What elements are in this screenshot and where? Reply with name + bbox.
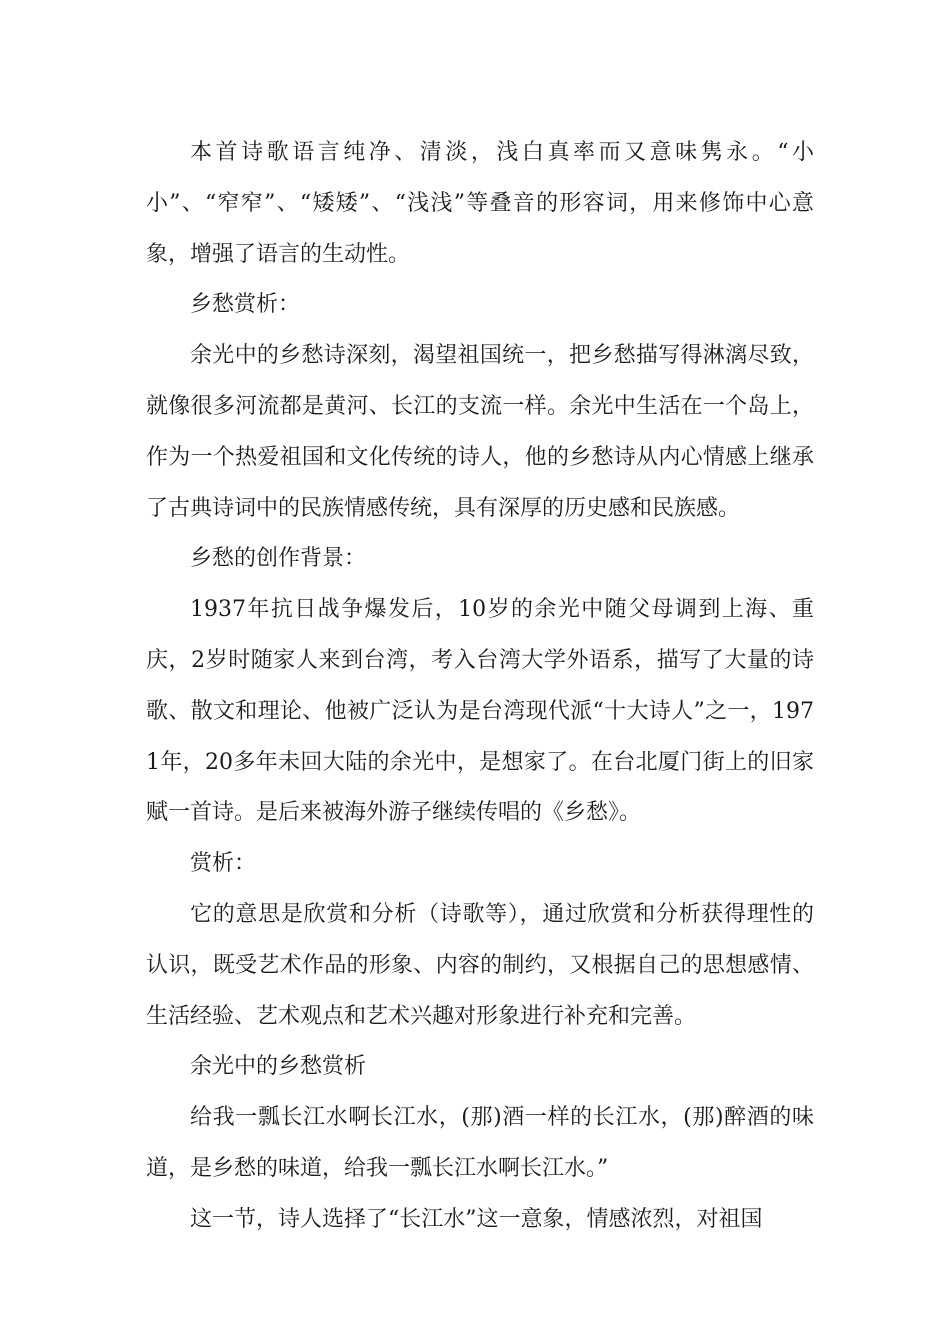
paragraph-appreciation-definition: 它的意思是欣赏和分析（诗歌等），通过欣赏和分析获得理性的认识，既受艺术作品的形象、内容的制约，又根据自己的思想感情、生活经验、艺术观点和艺术兴趣对形象进行补充和完善。 — [146, 901, 814, 1029]
heading-yu-guangzhong-nostalgia: 余光中的乡愁赏析 — [190, 1054, 367, 1080]
document-body — [146, 128, 814, 1246]
heading-appreciation: 赏析： — [190, 851, 257, 877]
heading-creation-background: 乡愁的创作背景： — [190, 546, 367, 572]
paragraph-language-style: 本首诗歌语言纯净、清淡，浅白真率而又意味隽永。“小小”、“窄窄”、“矮矮”、“浅浅”等叠音的形容词，用来修饰中心意象，增强了语言的生动性。 — [146, 140, 814, 267]
heading-nostalgia-appreciation: 乡愁赏析： — [190, 292, 301, 318]
paragraph-creation-background: 1937年抗日战争爆发后，10岁的余光中随父母调到上海、重庆，2岁时随家人来到台湾，考入台湾大学外语系，描写了大量的诗歌、散文和理论、他被广泛认为是台湾现代派“十大诗人”之一，1971年，20多年未回大陆的余光中，是想家了。在台北厦门街上的旧家赋一首诗。是后来被海外游子继续传唱的《乡愁》。 — [146, 597, 814, 826]
paragraph-stanza-analysis: 这一节，诗人选择了“长江水”这一意象，情感浓烈，对祖国 — [190, 1206, 763, 1232]
paragraph-nostalgia-poetry: 余光中的乡愁诗深刻，渴望祖国统一，把乡愁描写得淋漓尽致，就像很多河流都是黄河、长江的支流一样。余光中生活在一个岛上，作为一个热爱祖国和文化传统的诗人，他的乡愁诗从内心情感上继承了古典诗词中的民族情感传统，具有深厚的历史感和民族感。 — [146, 343, 814, 521]
paragraph-poem-quote: 给我一瓢长江水啊长江水，(那)酒一样的长江水，(那)醉酒的味道，是乡愁的味道，给我一瓢长江水啊长江水。” — [146, 1105, 814, 1181]
